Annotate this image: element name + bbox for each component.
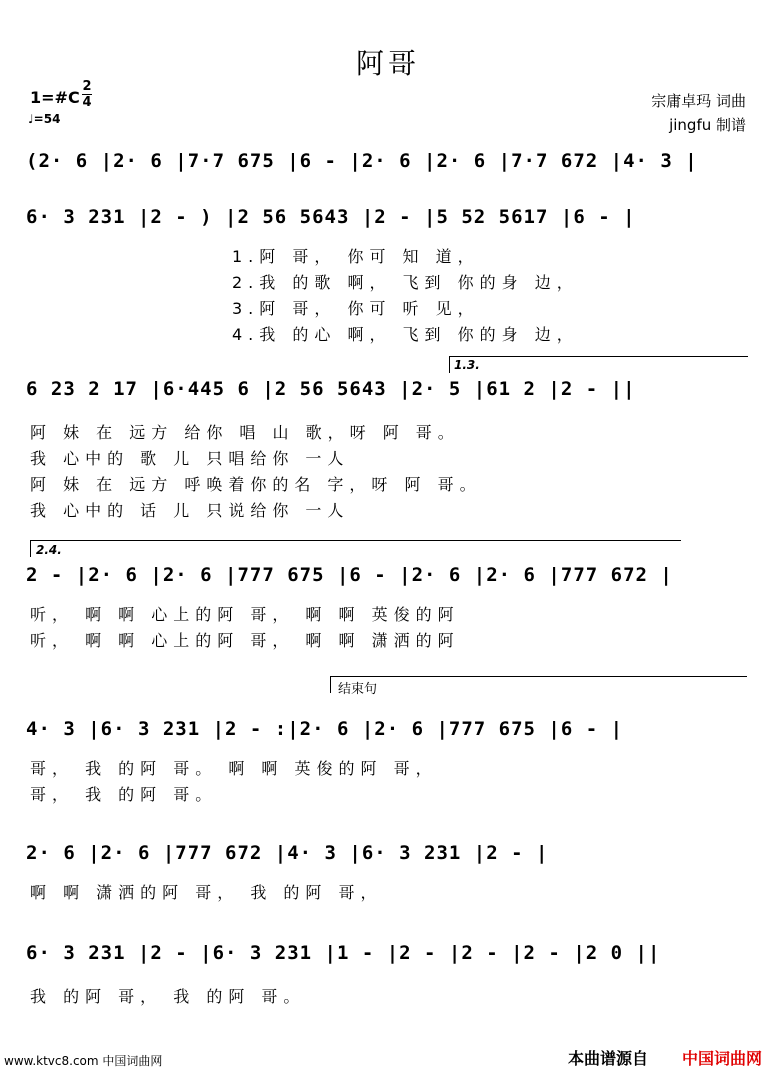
time-signature-bottom: 4 [82, 95, 92, 110]
volta-label-1: 1.3. [454, 358, 480, 372]
footer-brand[interactable]: 中国词曲网 [682, 1049, 763, 1068]
notation-line: 2· 6 |2· 6 |777 672 |4· 3 |6· 3 231 |2 - | [26, 842, 549, 864]
lyric-verse-1: 我 的阿 哥， 我 的阿 哥。 [30, 987, 306, 1006]
notation-line: 6· 3 231 |2 - ) |2 56 5643 |2 - |5 52 5617 |6 - | [26, 206, 636, 228]
lyric-verse-2: 2.我 的歌 啊， 飞到 你的身 边， [232, 273, 579, 292]
lyric-verse-2: 听， 啊 啊 心上的阿 哥， 啊 啊 潇洒的阿 [30, 631, 460, 650]
arranger-credit: jingfu 制谱 [669, 116, 746, 134]
notation-line: (2· 6 |2· 6 |7·7 675 |6 - |2· 6 |2· 6 |7·7 672 |4· 3 | [26, 150, 698, 172]
ending-label: 结束句 [338, 682, 378, 697]
lyric-verse-1: 1.阿 哥， 你可 知 道， [232, 247, 480, 266]
notation-line: 2 - |2· 6 |2· 6 |777 675 |6 - |2· 6 |2· 6 |777 672 | [26, 564, 673, 586]
footer-source-label: 本曲谱源自 [568, 1049, 649, 1068]
composer-credit: 宗庸卓玛 词曲 [651, 92, 746, 110]
lyric-verse-4: 我 心中的 话 儿 只说给你 一人 [30, 501, 350, 520]
tempo-mark: ♩=54 [28, 112, 61, 126]
volta-bracket-1 [449, 356, 748, 373]
notation-line: 6 23 2 17 |6·445 6 |2 56 5643 |2· 5 |61 2 |2 - || [26, 378, 636, 400]
lyric-verse-2: 我 心中的 歌 儿 只唱给你 一人 [30, 449, 350, 468]
time-signature [82, 80, 92, 109]
notation-line: 4· 3 |6· 3 231 |2 - :|2· 6 |2· 6 |777 675 |6 - | [26, 718, 624, 740]
lyric-verse-1: 哥， 我 的阿 哥。 啊 啊 英俊的阿 哥， [30, 759, 438, 778]
lyric-verse-1: 啊 啊 潇洒的阿 哥， 我 的阿 哥， [30, 883, 383, 902]
ending-bracket [330, 676, 747, 693]
lyric-verse-2: 哥， 我 的阿 哥。 [30, 785, 218, 804]
lyric-verse-1: 阿 妹 在 远方 给你 唱 山 歌，呀 阿 哥。 [30, 423, 460, 442]
volta-bracket-2 [30, 540, 681, 557]
lyric-verse-3: 3.阿 哥， 你可 听 见， [232, 299, 480, 318]
lyric-verse-4: 4.我 的心 啊， 飞到 你的身 边， [232, 325, 579, 344]
page-title: 阿哥 [355, 47, 420, 80]
lyric-verse-3: 阿 妹 在 远方 呼唤着你的名 字，呀 阿 哥。 [30, 475, 482, 494]
footer-site-link[interactable]: www.ktvc8.com 中国词曲网 [4, 1054, 163, 1068]
key-signature: 1=#C [30, 88, 80, 107]
notation-line: 6· 3 231 |2 - |6· 3 231 |1 - |2 - |2 - |2 - |2 0 || [26, 942, 661, 964]
time-signature-top: 2 [82, 79, 92, 94]
volta-label-2: 2.4. [36, 543, 62, 557]
lyric-verse-1: 听， 啊 啊 心上的阿 哥， 啊 啊 英俊的阿 [30, 605, 460, 624]
